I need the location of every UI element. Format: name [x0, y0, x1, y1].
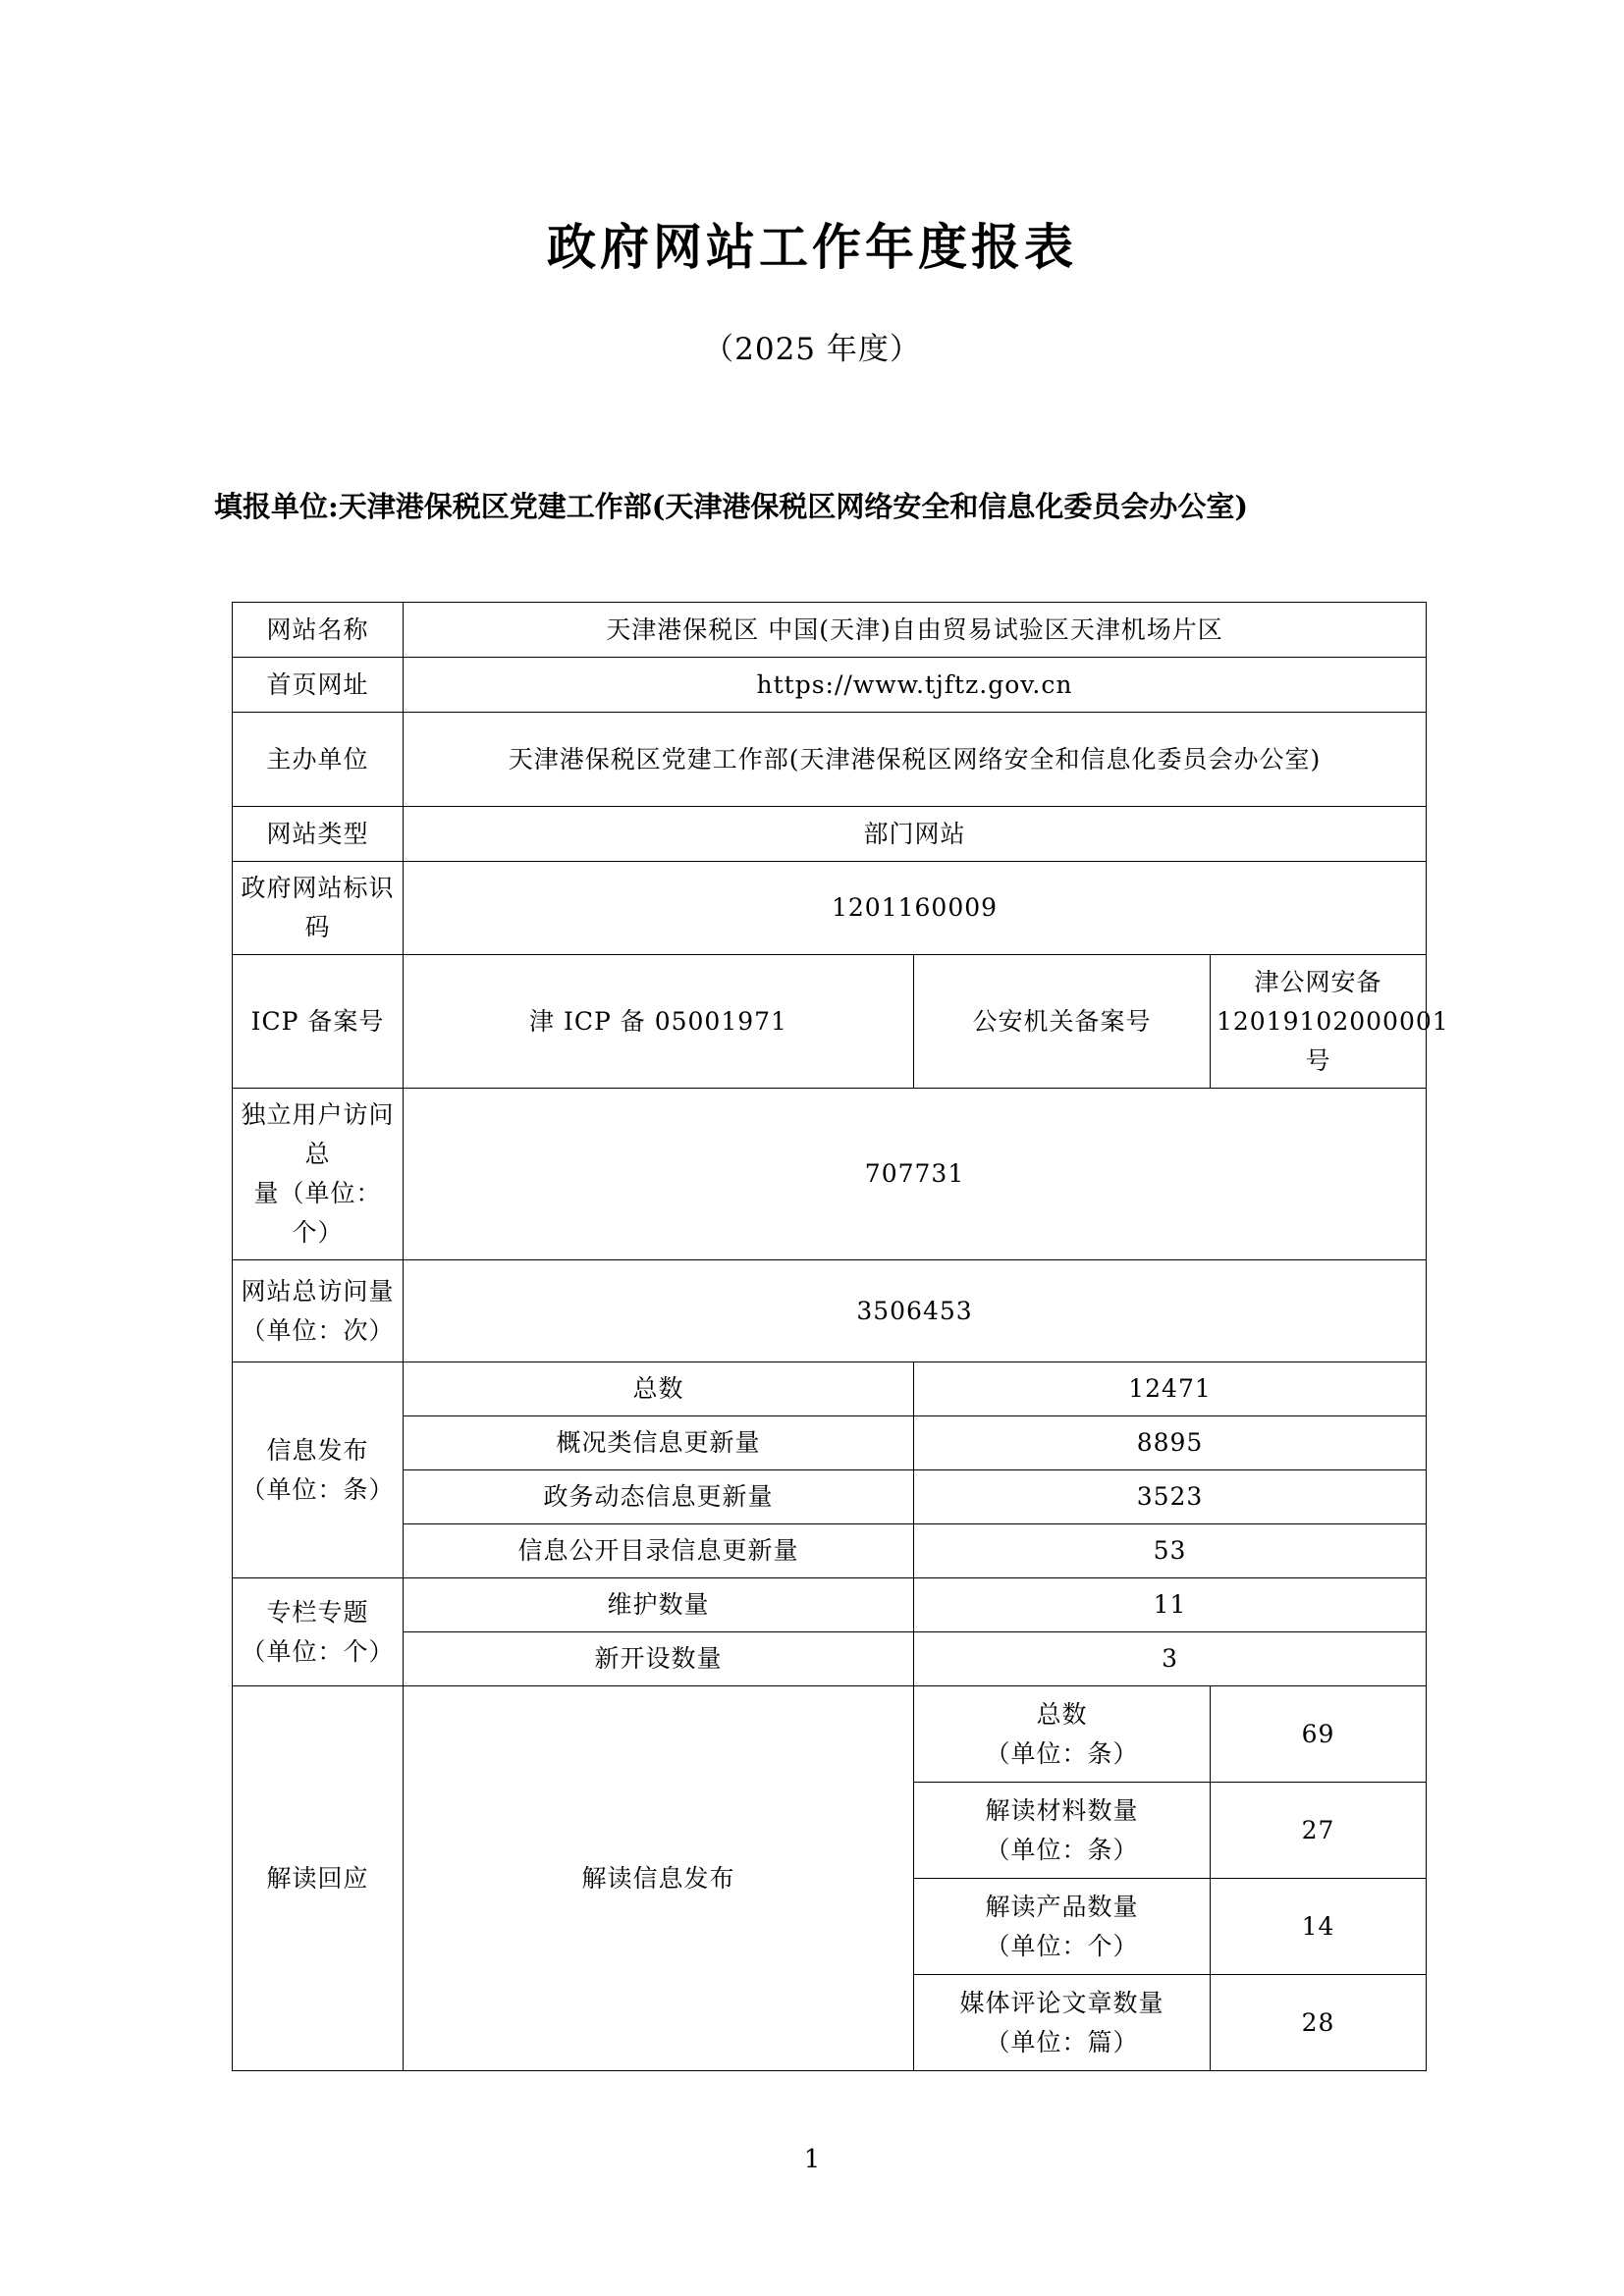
- value-interpret-item: 28: [1211, 1975, 1427, 2071]
- label-publish-item: 信息公开目录信息更新量: [404, 1524, 914, 1578]
- label-interpret-item: [914, 1686, 1211, 1783]
- page-subtitle-year: （2025 年度）: [703, 332, 921, 367]
- label-total-visits-line1: 网站总访问量: [241, 1276, 395, 1306]
- label-interpret-item: [914, 1783, 1211, 1879]
- label-interpret-item-unit: （单位：个）: [985, 1931, 1139, 1960]
- value-publish-item: 12471: [914, 1362, 1427, 1416]
- label-site-name: 网站名称: [233, 603, 404, 658]
- table-row-host-unit: [233, 713, 1427, 807]
- page-title: 政府网站工作年度报表: [547, 219, 1077, 276]
- value-column-item: 11: [914, 1578, 1427, 1632]
- table-row-interpret-total: [233, 1686, 1427, 1783]
- table-row-site-code: [233, 862, 1427, 955]
- label-interpret-item-name: 解读产品数量: [985, 1892, 1139, 1921]
- page-number: 1: [803, 2145, 821, 2174]
- label-column-item: 维护数量: [404, 1578, 914, 1632]
- label-special-columns-line2: （单位：个）: [241, 1636, 395, 1666]
- table-row-publish-catalog: [233, 1524, 1427, 1578]
- label-police-record: 公安机关备案号: [914, 955, 1211, 1089]
- label-site-code: 政府网站标识码: [233, 862, 404, 955]
- value-host-unit: 天津港保税区党建工作部(天津港保税区网络安全和信息化委员会办公室): [404, 713, 1427, 807]
- value-publish-item: 3523: [914, 1470, 1427, 1524]
- table-row-column-new: [233, 1632, 1427, 1686]
- label-homepage-url: 首页网址: [233, 658, 404, 713]
- value-site-name: 天津港保税区 中国(天津)自由贸易试验区天津机场片区: [404, 603, 1427, 658]
- label-unique-visitors: [233, 1089, 404, 1260]
- label-interpret-item-unit: （单位：条）: [985, 1738, 1139, 1768]
- label-publish-item: 概况类信息更新量: [404, 1416, 914, 1470]
- label-site-type: 网站类型: [233, 807, 404, 862]
- value-interpret-item: 27: [1211, 1783, 1427, 1879]
- label-special-columns-line1: 专栏专题: [266, 1597, 369, 1627]
- value-site-code: 1201160009: [404, 862, 1427, 955]
- label-icp: ICP 备案号: [233, 955, 404, 1089]
- label-publish-item: 政务动态信息更新量: [404, 1470, 914, 1524]
- table-row-publish-overview: [233, 1416, 1427, 1470]
- label-interpret-item: [914, 1879, 1211, 1975]
- value-icp: 津 ICP 备 05001971: [404, 955, 914, 1089]
- table-row-unique-visitors: [233, 1089, 1427, 1260]
- label-information-publish-line2: （单位：条）: [241, 1474, 395, 1504]
- label-interpret-item-name: 总数: [1036, 1699, 1088, 1729]
- table-row-site-type: [233, 807, 1427, 862]
- table-row-site-name: [233, 603, 1427, 658]
- label-interpret-item: [914, 1975, 1211, 2071]
- value-total-visits: 3506453: [404, 1260, 1427, 1362]
- label-interpret-item-name: 媒体评论文章数量: [959, 1988, 1164, 2017]
- label-interpretation-publish: 解读信息发布: [404, 1686, 914, 2071]
- value-column-item: 3: [914, 1632, 1427, 1686]
- annual-report-table: [232, 602, 1449, 2071]
- label-total-visits: [233, 1260, 404, 1362]
- label-interpret-item-unit: （单位：篇）: [985, 2027, 1139, 2056]
- label-unique-visitors-line2: 量（单位：个）: [253, 1179, 382, 1247]
- label-special-columns: [233, 1578, 404, 1686]
- label-information-publish: [233, 1362, 404, 1578]
- value-publish-item: 8895: [914, 1416, 1427, 1470]
- value-interpret-item: 14: [1211, 1879, 1427, 1975]
- table-row-homepage-url: [233, 658, 1427, 713]
- value-homepage-url: https://www.tjftz.gov.cn: [404, 658, 1427, 713]
- label-interpretation-response: 解读回应: [233, 1686, 404, 2071]
- table-row-total-visits: [233, 1260, 1427, 1362]
- table-row-icp: [233, 955, 1427, 1089]
- table-row-publish-govnews: [233, 1470, 1427, 1524]
- label-interpret-item-name: 解读材料数量: [985, 1795, 1139, 1825]
- value-police-record: 津公网安备 12019102000001 号: [1211, 955, 1427, 1089]
- label-unique-visitors-line1: 独立用户访问总: [241, 1100, 395, 1168]
- label-information-publish-line1: 信息发布: [266, 1435, 369, 1465]
- label-publish-item: 总数: [404, 1362, 914, 1416]
- label-total-visits-line2: （单位：次）: [241, 1315, 395, 1345]
- value-publish-item: 53: [914, 1524, 1427, 1578]
- value-site-type: 部门网站: [404, 807, 1427, 862]
- table-row-column-maintained: [233, 1578, 1427, 1632]
- label-column-item: 新开设数量: [404, 1632, 914, 1686]
- reporting-unit-line: 填报单位:天津港保税区党建工作部(天津港保税区网络安全和信息化委员会办公室): [214, 490, 1249, 523]
- value-unique-visitors: 707731: [404, 1089, 1427, 1260]
- label-interpret-item-unit: （单位：条）: [985, 1835, 1139, 1864]
- value-interpret-item: 69: [1211, 1686, 1427, 1783]
- label-host-unit: 主办单位: [233, 713, 404, 807]
- table-row-publish-total: [233, 1362, 1427, 1416]
